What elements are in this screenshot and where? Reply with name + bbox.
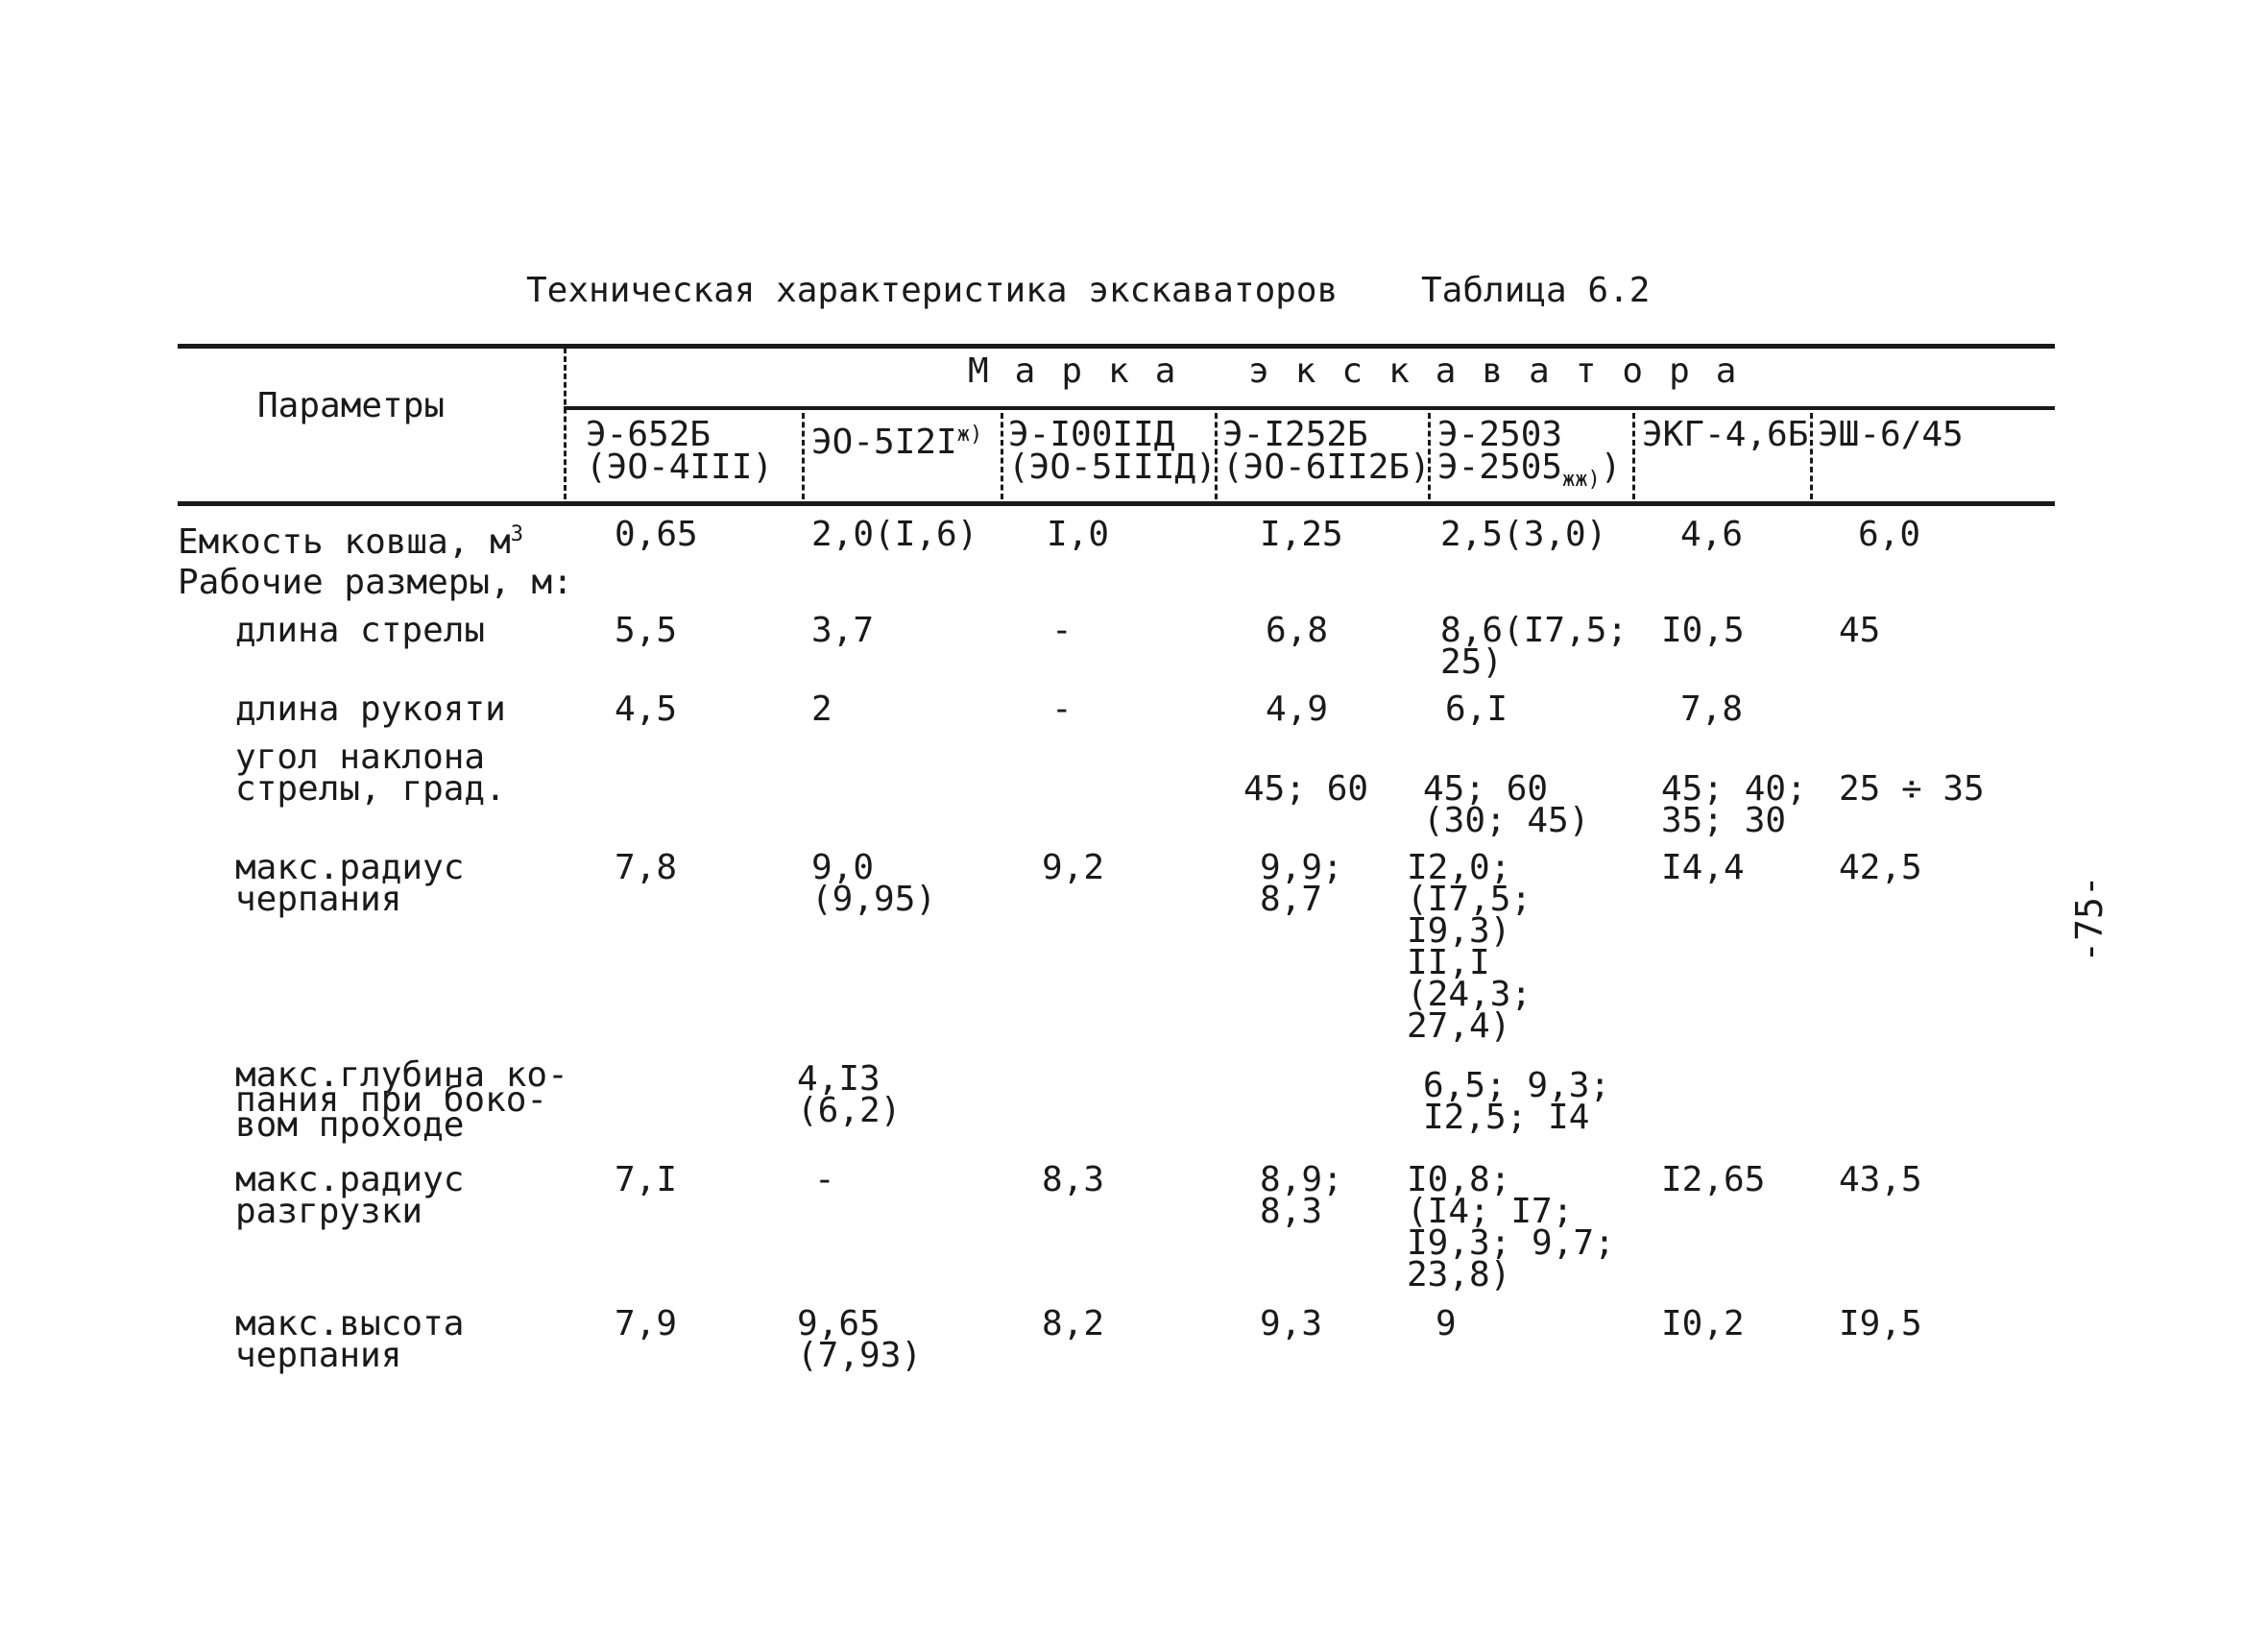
table-cell: 4,I3 (6,2) [797,1059,902,1130]
table-cell: I0,2 [1661,1304,1745,1343]
table-cell: 8,9; 8,3 [1260,1160,1343,1231]
row-label: макс.радиус черпания [235,848,465,919]
row-label: макс.радиус разгрузки [235,1160,465,1231]
column-header-e652b: Э-652Б (ЭО-4III) [586,415,774,487]
table-cell: 7,8 [1680,689,1744,729]
params-header: Параметры [257,386,446,425]
column-header-e2503: Э-2503 $Э-2505_{жж)}$) [1437,415,1622,493]
page-title: Техническая характеристика экскаваторов [526,271,1339,310]
column-separator [802,413,805,499]
column-header-ekg46b: ЭКГ-4,6Б [1642,415,1809,454]
table-cell: 9 [1436,1304,1457,1343]
table-cell: 9,0 (9,95) [811,848,937,919]
table-cell: I,25 [1260,515,1343,554]
table-cell: 8,2 [1042,1304,1105,1343]
column-separator [564,348,567,499]
row-label: длина стрелы [235,611,486,650]
row-label: макс.глубина ко- пания при боко- вом проходе [235,1055,568,1145]
table-cell: 3,7 [811,611,875,650]
page-number-mark: -75- [2067,875,2111,963]
table-label: Таблица 6.2 [1421,271,1651,310]
table-cell: I9,5 [1839,1304,1922,1343]
table-cell: 0,65 [615,515,698,554]
row-label: макс.высота черпания [235,1304,465,1375]
table-cell: - [814,1160,835,1199]
table-cell: 9,65 (7,93) [797,1304,923,1375]
table-cell: 5,5 [615,611,678,650]
row-label: Рабочие размеры, м: [178,563,573,602]
table-cell: - [1051,689,1073,729]
table-cell: 42,5 [1839,848,1922,887]
column-separator [1001,413,1003,499]
table-cell: I0,5 [1661,611,1745,650]
table-top-rule [178,344,2055,349]
table-cell: 7,I [615,1160,678,1199]
column-header-e10011d: Э-I00IIД (ЭО-5IIIД) [1008,415,1217,487]
table-cell: 9,9; 8,7 [1260,848,1343,919]
table-cell: 45; 40; 35; 30 [1661,769,1807,840]
group-header: Марка экскаватора [968,351,1763,391]
table-cell: 2 [811,689,832,729]
table-cell: 4,6 [1680,515,1744,554]
table-cell: - [1051,611,1073,650]
table-cell: I2,65 [1661,1160,1766,1199]
table-cell: 45; 60 [1243,769,1369,809]
column-separator [1810,413,1813,499]
table-cell: 4,5 [615,689,678,729]
table-cell: 2,5(3,0) [1440,515,1607,554]
column-header-eo5121: $ЭО-5I2I^{ж)}$ [811,423,983,462]
header-bottom-rule [178,501,2055,506]
table-cell: 2,0(I,6) [811,515,978,554]
table-cell: 9,2 [1042,848,1105,887]
table-cell: 7,9 [615,1304,678,1343]
column-header-e1252b: Э-I252Б (ЭО-6II2Б) [1222,415,1431,487]
table-cell: 25 ÷ 35 [1839,769,1985,809]
table-cell: I,0 [1047,515,1110,554]
group-header-rule [564,406,2055,410]
table-cell: 9,3 [1260,1304,1323,1343]
row-label: Емкость ковша, $м^3$ [178,522,524,562]
table-cell: 6,5; 9,3; I2,5; I4 [1423,1066,1611,1137]
table-cell: 6,0 [1858,515,1921,554]
table-cell: 6,8 [1266,611,1329,650]
column-header-esh645: ЭШ-6/45 [1818,415,1964,454]
table-cell: I0,8; (I4; I7; I9,3; 9,7; 23,8) [1407,1160,1615,1294]
table-cell: 8,6(I7,5; 25) [1440,611,1629,682]
table-cell: 6,I [1445,689,1508,729]
table-cell: 7,8 [615,848,678,887]
column-separator [1632,413,1635,499]
table-cell: I2,0; (I7,5; I9,3) II,I (24,3; 27,4) [1407,848,1532,1046]
table-cell: 43,5 [1839,1160,1922,1199]
row-label: длина рукояти [235,689,506,729]
table-cell: I4,4 [1661,848,1745,887]
table-cell: 45; 60 (30; 45) [1423,769,1590,840]
table-cell: 45 [1839,611,1881,650]
table-cell: 8,3 [1042,1160,1105,1199]
row-label: угол наклона стрелы, град. [235,738,506,809]
table-cell: 4,9 [1266,689,1329,729]
